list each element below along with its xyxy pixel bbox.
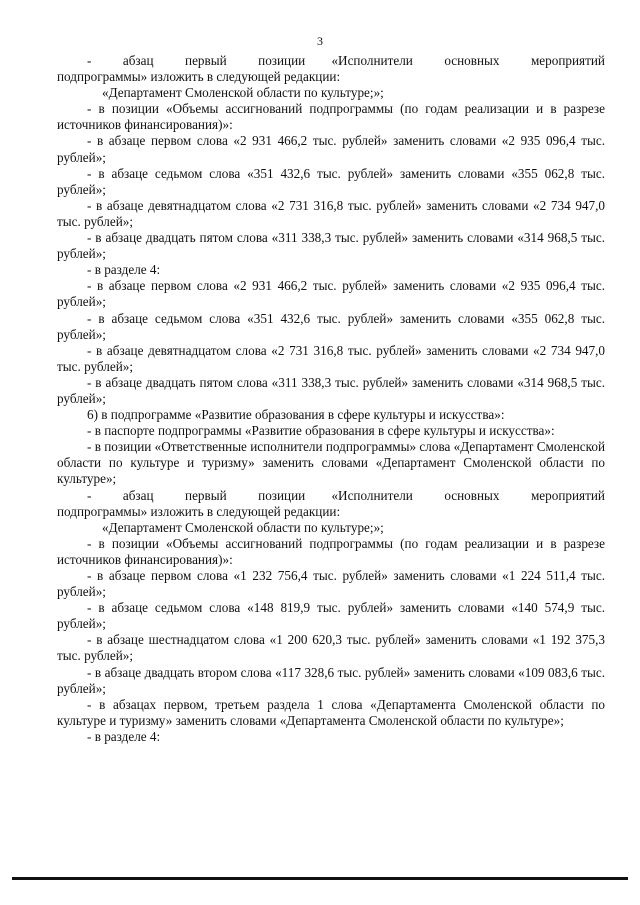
paragraph-9: - в абзаце первом слова «2 931 466,2 тыс. рублей» заменить словами «2 935 096,4 тыс. рублей»; [57,278,605,310]
paragraph-16: - абзац первый позиции «Исполнители основных мероприятий подпрограммы» изложить в следующей редакции: [57,487,605,519]
paragraph-24: - в разделе 4: [87,728,161,744]
paragraph-22: - в абзаце двадцать втором слова «117 328,6 тыс. рублей» заменить словами «109 083,6 тыс. рублей»; [57,664,605,696]
paragraph-4: - в абзаце первом слова «2 931 466,2 тыс. рублей» заменить словами «2 935 096,4 тыс. рублей»; [57,133,605,165]
paragraph-14: - в паспорте подпрограммы «Развитие образования в сфере культуры и искусства»: [87,423,555,439]
paragraph-5: - в абзаце седьмом слова «351 432,6 тыс. рублей» заменить словами «355 062,8 тыс. рублей»; [57,165,605,197]
page-number: 3 [317,34,323,48]
paragraph-13: 6) в подпрограмме «Развитие образования в сфере культуры и искусства»: [87,407,505,423]
paragraph-11: - в абзаце девятнадцатом слова «2 731 316,8 тыс. рублей» заменить словами «2 734 947,0 тыс. рублей»; [57,342,605,374]
bottom-rule [12,877,628,880]
paragraph-15: - в позиции «Ответственные исполнители подпрограммы» слова «Департамент Смоленской области по культуре и туризму» заменить словами «Департамент Смоленской области по культуре»; [57,439,605,487]
paragraph-20: - в абзаце седьмом слова «148 819,9 тыс. рублей» заменить словами «140 574,9 тыс. рублей»; [57,600,605,632]
paragraph-3: - в позиции «Объемы ассигнований подпрограммы (по годам реализации и в разрезе источников финансирования)»: [57,101,605,133]
paragraph-7: - в абзаце двадцать пятом слова «311 338,3 тыс. рублей» заменить словами «314 968,5 тыс. рублей»; [57,230,605,262]
paragraph-19: - в абзаце первом слова «1 232 756,4 тыс. рублей» заменить словами «1 224 511,4 тыс. рублей»; [57,568,605,600]
document-body [57,53,605,745]
paragraph-18: - в позиции «Объемы ассигнований подпрограммы (по годам реализации и в разрезе источников финансирования)»: [57,535,605,567]
paragraph-1: - абзац первый позиции «Исполнители основных мероприятий подпрограммы» изложить в следующей редакции: [57,53,605,85]
paragraph-2: «Департамент Смоленской области по культуре;»; [102,85,384,101]
paragraph-8: - в разделе 4: [87,262,161,278]
paragraph-23: - в абзацах первом, третьем раздела 1 слова «Департамента Смоленской области по культуре и туризму» заменить словами «Департамента Смоленской области по культуре»; [57,696,605,728]
paragraph-17: «Департамент Смоленской области по культуре;»; [102,519,384,535]
paragraph-12: - в абзаце двадцать пятом слова «311 338,3 тыс. рублей» заменить словами «314 968,5 тыс. рублей»; [57,374,605,406]
paragraph-10: - в абзаце седьмом слова «351 432,6 тыс. рублей» заменить словами «355 062,8 тыс. рублей»; [57,310,605,342]
paragraph-6: - в абзаце девятнадцатом слова «2 731 316,8 тыс. рублей» заменить словами «2 734 947,0 тыс. рублей»; [57,197,605,229]
paragraph-21: - в абзаце шестнадцатом слова «1 200 620,3 тыс. рублей» заменить словами «1 192 375,3 тыс. рублей»; [57,632,605,664]
